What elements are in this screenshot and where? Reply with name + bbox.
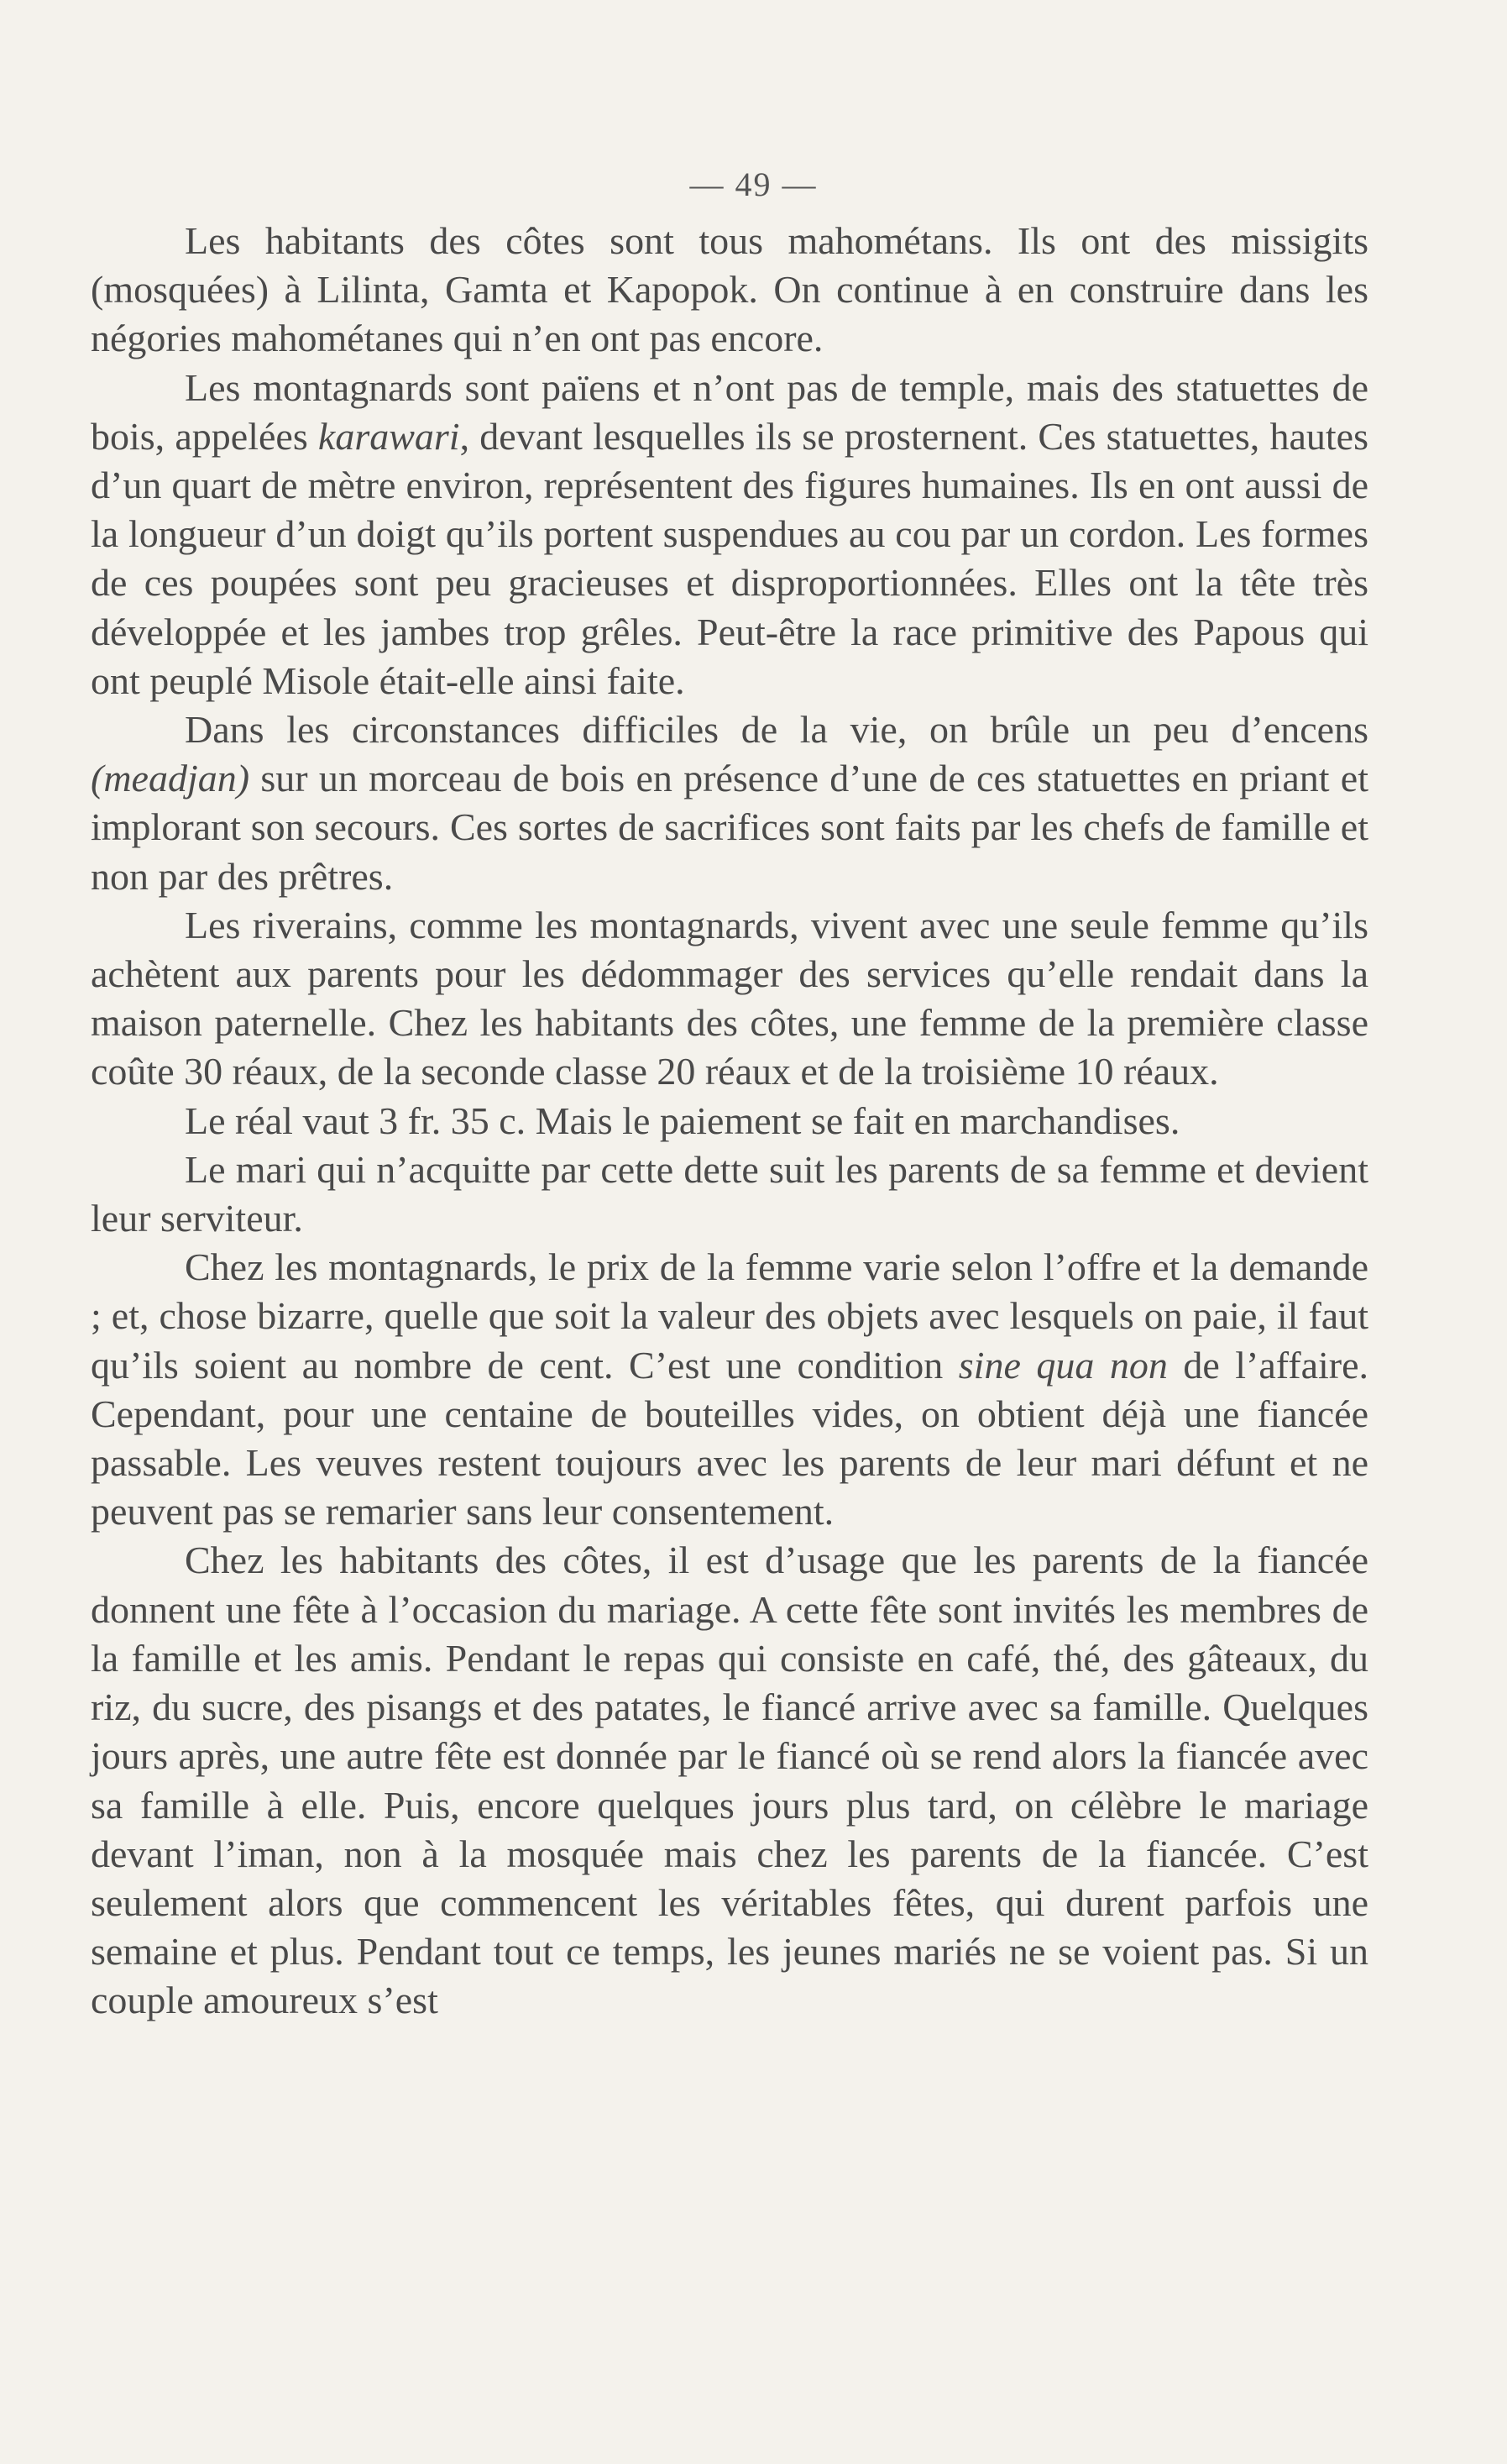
- text-run: , devant lesquelles ils se prosternent. Ces statuettes, hautes d’un quart de mètre environ, représentent des figures humaines. Ils en ont aussi de la longueur d’un doigt qu’ils portent suspendues au cou par un cordon. Les formes de ces poupées sont peu gracieuses et disproportionnées. Elles ont la tête très développée et les jambes trop grêles. Peut-être la race primitive des Papous qui ont peuplé Misole était-elle ainsi faite.: [91, 414, 1368, 702]
- text-run: Les habitants des côtes sont tous mahométans. Ils ont des missigits (mosquées) à Lilinta, Gamta et Kapopok. On continue à en construire dans les négories mahométanes qui n’en ont pas encore.: [91, 219, 1368, 360]
- page-number: — 49 —: [689, 165, 818, 203]
- paragraph: [91, 1536, 1368, 2025]
- text-run: Chez les montagnards, le prix de la femme varie selon l’offre et la demande ; et, chose bizarre, quelle que soit la valeur des objets avec lesquels on paie, il faut qu’ils soient au nombre de cent. C’est une condition: [91, 1245, 1368, 1387]
- text-run: de l’affaire. Cependant, pour une centaine de bouteilles vides, on obtient déjà une fiancée passable. Les veuves restent toujours avec les parents de leur mari défunt et ne peuvent pas se remarier sans leur consentement.: [91, 1343, 1369, 1533]
- paragraph: [91, 364, 1368, 705]
- italic-term: (meadjan): [91, 757, 250, 800]
- paragraph: [91, 1097, 1368, 1145]
- paragraph: [91, 901, 1368, 1097]
- italic-term: karawari: [317, 414, 460, 458]
- text-run: Le mari qui n’acquitte par cette dette suit les parents de sa femme et devient leur serviteur.: [91, 1147, 1368, 1240]
- paragraph: [91, 1243, 1368, 1536]
- text-run: Les riverains, comme les montagnards, vivent avec une seule femme qu’ils achètent aux parents pour les dédommager des services qu’elle rendait dans la maison paternelle. Chez les habitants des côtes, une femme de la première classe coûte 30 réaux, de la seconde classe 20 réaux et de la troisième 10 réaux.: [91, 903, 1368, 1093]
- body-text: [91, 217, 1368, 2026]
- text-run: sur un morceau de bois en présence d’une de ces statuettes en priant et implorant son secours. Ces sortes de sacrifices sont faits par les chefs de famille et non par des prêtres.: [91, 757, 1368, 898]
- paragraph: [91, 705, 1368, 901]
- italic-term: sine qua non: [958, 1343, 1168, 1387]
- text-run: Le réal vaut 3 fr. 35 c. Mais le paiement se fait en marchandises.: [185, 1098, 1180, 1142]
- paragraph: [91, 217, 1368, 364]
- text-run: Dans les circonstances difficiles de la vie, on brûle un peu d’encens: [185, 708, 1368, 752]
- text-run: Les montagnards sont païens et n’ont pas de temple, mais des statuettes de bois, appelées: [91, 365, 1368, 458]
- paragraph: [91, 1145, 1368, 1243]
- text-run: Chez les habitants des côtes, il est d’usage que les parents de la fiancée donnent une fête à l’occasion du mariage. A cette fête sont invités les membres de la famille et les amis. Pendant le repas qui consiste en café, thé, des gâteaux, du riz, du sucre, des pisangs et des patates, le fiancé arrive avec sa famille. Quelques jours après, une autre fête est donnée par le fiancé où se rend alors la fiancée avec sa famille à elle. Puis, encore quelques jours plus tard, on célèbre le mariage devant l’iman, non à la mosquée mais chez les parents de la fiancée. C’est seulement alors que commencent les véritables fêtes, qui durent parfois une semaine et plus. Pendant tout ce temps, les jeunes mariés ne se voient pas. Si un couple amoureux s’est: [91, 1539, 1368, 2022]
